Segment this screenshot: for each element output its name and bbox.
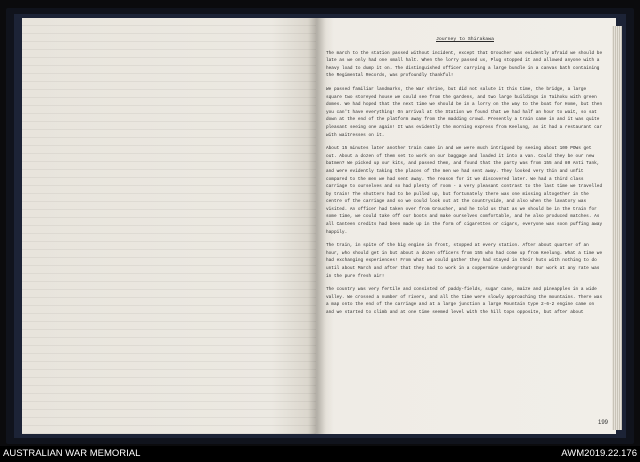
record-id: AWM2019.22.176 [561, 448, 637, 459]
page-number: 199 [597, 420, 608, 426]
right-page [316, 18, 616, 434]
paragraph: The country was very fertile and consisted of paddy-fields, sugar cane, maize and pineapples in a wide valley. We crossed a number of rivers, and all the time were slowly approaching the mountains. There was a map onto the end of the carriage and at a large junction a large Mountain type 2-6-2 engine came on and we started to climb and at one time seemed level with the hill tops opposite, but after about [326, 287, 605, 315]
paragraph: The train, in spite of the big engine in front, stopped at every station. After about quarter of an hour, who should get in but about a dozen officers from 155 who had come up from Keelung. What a time we had exchanging experiences! From what we could gather they had stayed in their huts with nothing to do until about March and after that they had to work in a coppermine underground! Our work at any rate was in the pure fresh air! [326, 243, 605, 279]
left-page [22, 18, 316, 434]
paragraph: We passed familiar landmarks, the War shrine, but did not salute it this time, the bridge, a large square two storeyed house we could see from the gardens, and two large buildings in Taihoku with green domes. We had hoped that the next time we should be in a lorry on the way to the boat for Home, but then you can't have everything! On arrival at the Station we found that we had half an hour to wait, so sat down at the end of the platform away from the madding crowd. Presently a train came in and it was quite pleasant seeing one again! It was evidently the morning express from Keelung, as it had a restaurant car with waitresses on it. [326, 86, 605, 138]
typed-text [326, 36, 604, 323]
document-title: Journey to Shirakawa [436, 37, 494, 42]
paragraph: About 15 minutes later another train came in and we were much intrigued by seeing about 100 POWs get out. About a dozen of them set to work on our baggage and loaded it into a van. Could they be our new batmen? We picked up our kits, and passed them, and found that the party was from 155 and 80 Anti Tank, and were evidently taking the places of the men we had sent away. They looked very thin and unfit compared to the men we had sent away. The reason for it we discovered later. We had a third class carriage to ourselves and so had plenty of room - a very pleasant contrast to the last time we travelled by train! The shutters had to be pulled up, but fortunately there was one missing altogether in the centre of the carriage and so we could look out at the countryside, and also when the lavatory was visited. An officer had taken over from Groucher, and he told us that as we should be in the train for some time, we could take off our boots and make ourselves comfortable, and he also produced matches. As all Canteen credits had been made up in the form of cigarettes or cigars, everyone was soon puffing away happily. [326, 146, 605, 235]
show-through-text [22, 18, 316, 434]
spine-shadow [308, 18, 326, 434]
footer-bar [0, 446, 640, 462]
page-edges [612, 26, 622, 430]
paragraph: The march to the station passed without incident, except that Groucher was evidently afraid we should be late as we only had one small halt. When the lorry passed us, Plug stopped it and allowed anyone with a heavy load to dump it on. The distinguished officer carrying a large bundle in a canvas bath containing the Regimental Records, was profoundly thankful! [326, 50, 605, 79]
institution-label: AUSTRALIAN WAR MEMORIAL [3, 448, 141, 459]
